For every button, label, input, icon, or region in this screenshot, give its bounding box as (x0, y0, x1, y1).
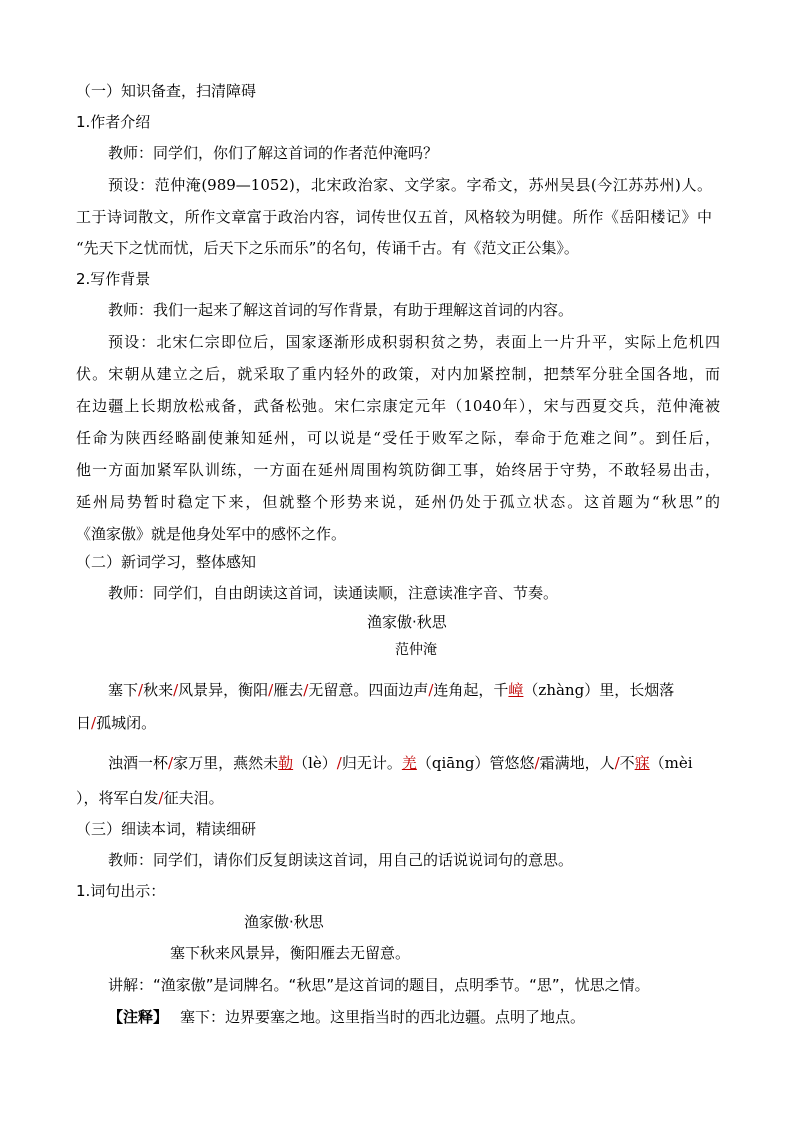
poem-text: 雁去 (273, 681, 304, 699)
highlighted-character: 羌 (401, 754, 417, 772)
highlighted-character: 勒 (278, 754, 294, 772)
poem-text: （zhàng）里，长烟落 (523, 681, 675, 699)
teacher-prompt-close-reading: 教师：同学们，请你们反复朗读这首词，用自己的话说说词句的意思。 (108, 851, 574, 869)
subheading-author: 1.作者介绍 (76, 113, 151, 131)
rhythm-slash: / (336, 754, 342, 772)
annotation-label: 【注释】 (108, 1008, 169, 1026)
highlighted-character: 寐 (634, 754, 650, 772)
poem-excerpt-line: 塞下秋来风景异，衡阳雁去无留意。 (170, 944, 411, 962)
rhythm-slash: / (91, 714, 97, 732)
poem-stanza-1-line-2 (76, 714, 156, 732)
highlighted-character: 嶂 (508, 681, 524, 699)
poem-text: 无留意。四面边声 (308, 681, 429, 699)
poem-stanza-2-line-2 (76, 789, 224, 807)
rhythm-slash: / (268, 681, 274, 699)
teacher-prompt-author: 教师：同学们，你们了解这首词的作者范仲淹吗？ (108, 144, 439, 162)
poem-author: 范仲淹 (395, 642, 437, 658)
rhythm-slash: / (138, 681, 144, 699)
poem-text: （mèi (649, 754, 693, 772)
annotation-text: 塞下：边界要塞之地。这里指当时的西北边疆。点明了地点。 (180, 1008, 586, 1026)
preset-background-line: 他一方面加紧军队训练，一方面在延州周围构筑防御工事，始终居于守势，不敢轻易出击， (76, 461, 720, 479)
poem-text: 归无计。 (341, 754, 402, 772)
preset-background-line: 伏。宋朝从建立之后，就采取了重内轻外的政策，对内加紧控制，把禁军分驻全国各地，而 (76, 365, 720, 383)
poem-text: 家万里，燕然未 (173, 754, 279, 772)
rhythm-slash: / (534, 754, 540, 772)
teacher-prompt-reading: 教师：同学们，自由朗读这首词，读通读顺，注意读准字音、节奏。 (108, 584, 559, 602)
poem-text: 不 (619, 754, 635, 772)
poem-text: 征夫泪。 (163, 789, 224, 807)
poem-text: 连角起，千 (433, 681, 509, 699)
rhythm-slash: / (173, 681, 179, 699)
rhythm-slash: / (428, 681, 434, 699)
preset-author-line: 工于诗词散文，所作文章富于政治内容，词传世仅五首，风格较为明健。所作《岳阳楼记》中 (76, 208, 712, 226)
poem-title-repeat: 渔家傲·秋思 (244, 913, 324, 931)
poem-text: 秋来 (143, 681, 174, 699)
rhythm-slash: / (614, 754, 620, 772)
poem-text: 日 (76, 714, 92, 732)
section-heading-2: （二）新词学习，整体感知 (76, 553, 257, 571)
poem-text: 霜满地，人 (539, 754, 615, 772)
poem-text: 风景异，衡阳 (178, 681, 269, 699)
rhythm-slash: / (168, 754, 174, 772)
poem-stanza-1-line-1 (108, 681, 674, 699)
preset-background-line: 延州局势暂时稳定下来，但就整个形势来说，延州仍处于孤立状态。这首题为“秋思”的 (76, 493, 720, 511)
poem-title: 渔家傲·秋思 (367, 613, 447, 631)
poem-text: 浊酒一杯 (108, 754, 169, 772)
poem-stanza-2-line-1 (108, 754, 693, 772)
teacher-prompt-background: 教师：我们一起来了解这首词的写作背景，有助于理解这首词的内容。 (108, 301, 574, 319)
poem-text: 塞下 (108, 681, 139, 699)
explanation-text: 讲解：“渔家傲”是词牌名。“秋思”是这首词的题目，点明季节。“思”，忧思之情。 (108, 976, 650, 994)
preset-background-line: 预设：北宋仁宗即位后，国家逐渐形成积弱积贫之势，表面上一片升平，实际上危机四 (108, 333, 720, 351)
rhythm-slash: / (158, 789, 164, 807)
poem-text: （qiāng）管悠悠 (416, 754, 535, 772)
preset-background-line: 任命为陕西经略副使兼知延州，可以说是“受任于败军之际，奉命于危难之间”。到任后， (76, 429, 720, 447)
poem-text: （lè） (293, 754, 337, 772)
rhythm-slash: / (303, 681, 309, 699)
section-heading-3: （三）细读本词，精读细研 (76, 820, 257, 838)
poem-text: 孤城闭。 (96, 714, 157, 732)
subheading-background: 2.写作背景 (76, 270, 151, 288)
preset-author-line: 预设：范仲淹(989—1052)，北宋政治家、文学家。字希文，苏州吴县(今江苏苏州)人。 (108, 176, 712, 194)
preset-background-line: 《渔家傲》就是他身处军中的感怀之作。 (76, 525, 347, 543)
preset-author-line: “先天下之忧而忧，后天下之乐而乐”的名句，传诵千古。有《范文正公集》。 (76, 239, 579, 257)
section-heading-1: （一）知识备查，扫清障碍 (76, 82, 257, 100)
annotation-row (108, 1008, 585, 1026)
subheading-lines: 1.词句出示： (76, 882, 166, 900)
poem-text: ），将军白发 (76, 789, 159, 807)
preset-background-line: 在边疆上长期放松戒备，武备松弛。宋仁宗康定元年（1040年），宋与西夏交兵，范仲淹被 (76, 397, 720, 415)
